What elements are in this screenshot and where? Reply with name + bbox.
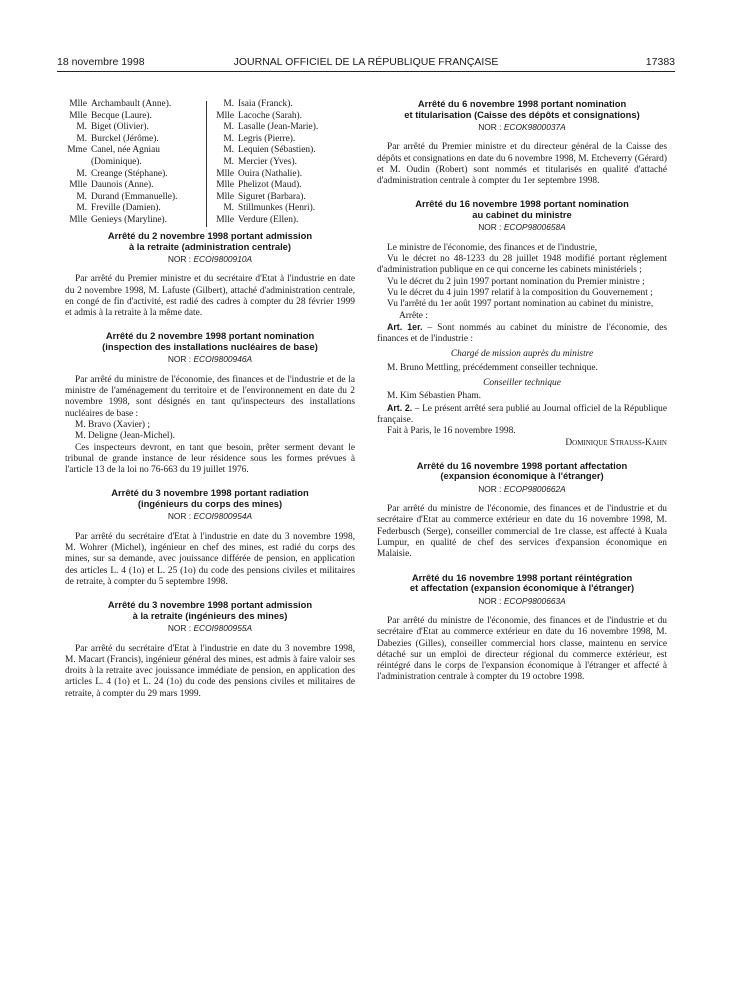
decree-body: Par arrêté du ministre de l'économie, des finances et de l'industrie et du secrétaire d'Etat au commerce extérieur en date du 16 novembre 1998, M. Dabezies (Gilles), conseiller commercial hors classe, maintenu en service détaché sur un emploi de directeur régional du commerce extérieur, est réintégré dans le corps de l'expansion économique à l'étranger et affecté à l'administration centrale à compter du 19 octobre 1998.	[377, 615, 667, 683]
decree-body: Par arrêté du ministre de l'économie, des finances et de l'industrie et du secrétaire d'Etat au commerce extérieur en date du 16 novembre 1998, M. Federbusch (Serge), conseiller commercial de 1re classe, est affecté à Kuala Lumpur, en qualité de chef des services d'expansion économique en Malaisie.	[377, 504, 667, 560]
nor-code: ECOI9800954A	[193, 511, 253, 522]
person-name: Burckel (Jérôme).	[91, 133, 159, 144]
person-name: Siguret (Barbara).	[238, 191, 306, 202]
name-entry	[212, 192, 352, 204]
person-name: Phelizot (Maud).	[238, 180, 302, 191]
decree-nuclear-inspection	[65, 331, 355, 476]
article-2: Art. 2. – Le présent arrêté sera publié au Journal officiel de la République française.	[377, 402, 667, 425]
decree-nor: NOR : ECOI9800946A	[167, 354, 253, 365]
name-entry	[212, 169, 352, 181]
civility: M.	[223, 99, 234, 109]
decree-title-line: (ingénieurs du corps des mines)	[137, 497, 283, 509]
person-name: Stillmunkes (Henri).	[238, 203, 316, 214]
decree-body: Ces inspecteurs devront, en tant que besoin, prêter serment devant le tribunal de grande instance de leur résidence sous les formes prévues à l'article 13 de la loi no 76-663 du 19 juillet 1976.	[65, 442, 355, 476]
civility: M.	[76, 168, 87, 179]
name-entry	[212, 134, 352, 146]
decree-title-line: Arrêté du 16 novembre 1998 portant réintégration	[411, 571, 633, 583]
nor-code: ECOK9800037A	[503, 122, 566, 132]
name-entry	[65, 215, 205, 227]
decree-title-line: Arrêté du 16 novembre 1998 portant affectation	[416, 459, 628, 471]
name-entry	[65, 180, 205, 192]
arrete-line: Arrête :	[399, 310, 428, 321]
decree-body: Par arrêté du Premier ministre et du directeur général de la Caisse des dépôts et consignations en date du 6 novembre 1998, M. Etcheverry (Gérard) et M. Oudin (Robert) sont nommés et titularisés en qualité d'attaché d'administration centrale à compter du 1er septembre 1998.	[377, 142, 667, 187]
civility: M.	[223, 145, 234, 156]
person-name: Daunois (Anne).	[91, 180, 154, 191]
page-number: 17383	[645, 56, 675, 68]
nor-code: ECOI9800955A	[193, 623, 253, 634]
decree-reintegration	[377, 573, 667, 684]
name-entry	[212, 145, 352, 157]
person-name: Freville (Damien).	[91, 203, 161, 214]
decree-body: Vu le décret du 2 juin 1997 portant nomination du Premier ministre ;	[387, 276, 645, 287]
decree-body: Par arrêté du secrétaire d'Etat à l'industrie en date du 3 novembre 1998, M. Wohrer (Michel), ingénieur en chef des mines, est radié du corps des mines, sur sa demande, avec jouissance différée de pension, en application des articles L. 4 (1o) et L. 25 (1o) du code des pensions civiles et militaires de retraite, à compter du 5 septembre 1998.	[65, 531, 355, 587]
person-name: Lacoche (Sarah).	[238, 110, 303, 121]
decree-title-line: (inspection des installations nucléaires de base)	[102, 340, 318, 352]
civility: Mlle	[69, 110, 87, 121]
civility: Mlle	[216, 191, 234, 202]
civility: M.	[223, 156, 234, 167]
civility: M.	[76, 133, 87, 144]
article-label: Art. 1er.	[387, 321, 423, 332]
civility: Mlle	[69, 214, 87, 225]
civility: Mme	[67, 145, 87, 156]
civility: Mlle	[216, 168, 234, 179]
decree-title-line: Arrêté du 6 novembre 1998 portant nomination	[417, 98, 627, 109]
civility: Mlle	[216, 110, 234, 121]
decree-title	[377, 199, 667, 220]
nor-code: ECOP9800662A	[503, 483, 566, 494]
decree-body: Par arrêté du secrétaire d'Etat à l'industrie en date du 3 novembre 1998, M. Macart (Francis), ingénieur général des mines, est admis à faire valoir ses droits à la retraite avec jouissance immédiate de pension, en application des articles L. 4 (1o) et L. 24 (1o) du code des pensions civiles et militaires de retraite, à compter du 29 mars 1999.	[65, 643, 355, 699]
role-title: Conseiller technique	[483, 378, 561, 389]
name-entry	[65, 134, 205, 146]
nor-code: ECOP9800663A	[503, 595, 566, 606]
decree-title	[377, 461, 667, 482]
civility: M.	[223, 133, 234, 144]
person-name: Lequien (Sébastien).	[238, 145, 316, 156]
person-name: Lasalle (Jean-Marie).	[238, 122, 319, 133]
name-entry	[212, 111, 352, 123]
nor-code: ECOP9800658A	[503, 222, 566, 233]
decree-title-line: Arrêté du 3 novembre 1998 portant radiation	[111, 487, 309, 499]
decree-nor: NOR : ECOP9800663A	[478, 595, 566, 606]
decree-title-line: au cabinet du ministre	[472, 208, 572, 220]
name-entry	[65, 111, 205, 123]
decree-title-line: Arrêté du 16 novembre 1998 portant nomination	[415, 198, 629, 210]
decree-title-line: à la retraite (ingénieurs des mines)	[132, 609, 288, 621]
decree-title-line: Arrêté du 2 novembre 1998 portant nomination	[105, 330, 315, 342]
name-entry	[212, 99, 352, 111]
decree-title	[65, 231, 355, 252]
name-entry	[65, 157, 205, 169]
names-divider	[206, 101, 207, 227]
person-name: (Dominique).	[91, 156, 142, 167]
article-1: Art. 1er. – Sont nommés au cabinet du ministre de l'économie, des finances et de l'industrie :	[377, 321, 668, 345]
decree-cabinet	[377, 199, 667, 448]
signature: Dominique Strauss-Kahn	[565, 437, 667, 448]
nor-code: ECOI9800910A	[193, 254, 253, 264]
person-name: Genieys (Maryline).	[91, 214, 168, 225]
decree-title	[65, 331, 355, 352]
decree-nor: NOR : ECOI9800955A	[167, 623, 253, 634]
person-name: Becque (Laure).	[91, 110, 152, 121]
decree-body: Le ministre de l'économie, des finances et de l'industrie,	[387, 242, 598, 253]
decree-title-line: à la retraite (administration centrale)	[128, 240, 292, 252]
page-header	[57, 56, 675, 70]
civility: M.	[76, 122, 87, 133]
decree-title-line: Arrêté du 2 novembre 1998 portant admission	[107, 230, 313, 241]
civility: Mlle	[69, 180, 87, 191]
decree-body: Par arrêté du Premier ministre et du secrétaire d'Etat à l'industrie en date du 2 novembre 1998, M. Lafuste (Gilbert), attaché d'administration centrale, en congé de fin d'activité, est radié des cadres à compter du 28 février 1999 et admis à la retraite à la même date.	[65, 274, 355, 319]
decree-person: M. Bruno Mettling, précédemment conseiller technique.	[387, 362, 598, 373]
decree-caisse-depots	[377, 99, 667, 187]
person-name: Mercier (Yves).	[238, 156, 297, 167]
name-entry	[212, 215, 352, 227]
decree-person: M. Kim Sébastien Pham.	[387, 391, 482, 402]
name-entry	[65, 145, 205, 157]
name-entry	[65, 99, 205, 111]
person-name: Verdure (Ellen).	[238, 214, 299, 225]
decree-retirement-admin	[65, 231, 355, 319]
decree-affectation	[377, 461, 667, 561]
name-entry	[65, 122, 205, 134]
person-name: Isaia (Franck).	[238, 99, 293, 109]
decree-body: Vu le décret du 4 juin 1997 relatif à la composition du Gouvernement ;	[387, 287, 653, 298]
decree-nor: NOR : ECOI9800954A	[167, 511, 253, 522]
names-list-left	[65, 99, 205, 227]
decree-nor: NOR : ECOI9800910A	[167, 254, 253, 264]
names-list	[65, 99, 355, 231]
decree-title-line: et titularisation (Caisse des dépôts et consignations)	[404, 108, 640, 120]
article-label: Art. 2.	[387, 402, 413, 413]
civility: Mlle	[216, 214, 234, 225]
name-entry	[212, 122, 352, 134]
person-name: Creange (Stéphane).	[91, 168, 168, 179]
decree-title-line: (expansion économique à l'étranger)	[440, 470, 604, 482]
left-column	[65, 99, 355, 712]
decree-nor: NOR : ECOP9800658A	[478, 222, 566, 233]
person-name: Biget (Olivier).	[91, 122, 149, 133]
decree-title-line: et affectation (expansion économique à l'étranger)	[409, 582, 635, 594]
civility: M.	[223, 122, 234, 133]
header-rule	[57, 71, 675, 72]
decree-person: M. Bravo (Xavier) ;	[75, 419, 150, 430]
decree-title-line: Arrêté du 3 novembre 1998 portant admission	[107, 599, 313, 611]
decree-mines-retirement	[65, 600, 355, 700]
decree-mines-radiation	[65, 488, 355, 588]
civility: M.	[223, 203, 234, 214]
name-entry	[65, 192, 205, 204]
civility: Mlle	[216, 180, 234, 191]
name-entry	[212, 180, 352, 192]
person-name: Canel, née Agniau	[91, 145, 160, 156]
journal-title: JOURNAL OFFICIEL DE LA RÉPUBLIQUE FRANÇAISE	[233, 56, 499, 68]
decree-title	[65, 488, 355, 509]
names-list-right	[212, 99, 352, 227]
person-name: Archambault (Anne).	[91, 99, 172, 109]
name-entry	[65, 169, 205, 181]
name-entry	[212, 157, 352, 169]
decree-person: M. Deligne (Jean-Michel).	[75, 431, 175, 442]
civility: M.	[76, 203, 87, 214]
civility: Mlle	[69, 99, 87, 109]
decree-nor: NOR : ECOK9800037A	[478, 122, 566, 132]
right-column	[377, 99, 667, 696]
person-name: Durand (Emmanuelle).	[91, 191, 178, 202]
name-entry	[212, 203, 352, 215]
decree-nor: NOR : ECOP9800662A	[478, 483, 566, 494]
decree-body: Par arrêté du ministre de l'économie, des finances et de l'industrie et de la ministre de l'aménagement du territoire et de l'environnement en date du 2 novembre 1998, sont désignés en tant qu'inspecteurs des installations nucléaires de base :	[65, 374, 355, 419]
decree-body: Vu l'arrêté du 1er août 1997 portant nomination au cabinet du ministre,	[387, 299, 654, 310]
name-entry	[65, 203, 205, 215]
header-date: 18 novembre 1998	[57, 56, 145, 68]
decree-body: Vu le décret no 48-1233 du 28 juillet 1948 modifié portant règlement d'administration publique en ce qui concerne les cabinets ministériels ;	[377, 254, 667, 276]
person-name: Legris (Pierre).	[238, 133, 296, 144]
person-name: Ouira (Nathalie).	[238, 168, 303, 179]
civility: M.	[76, 191, 87, 202]
nor-code: ECOI9800946A	[193, 354, 253, 365]
decree-title	[377, 573, 667, 594]
decree-date: Fait à Paris, le 16 novembre 1998.	[387, 426, 516, 437]
decree-title	[65, 600, 355, 621]
decree-title	[377, 99, 667, 120]
role-title: Chargé de mission auprès du ministre	[450, 349, 594, 360]
